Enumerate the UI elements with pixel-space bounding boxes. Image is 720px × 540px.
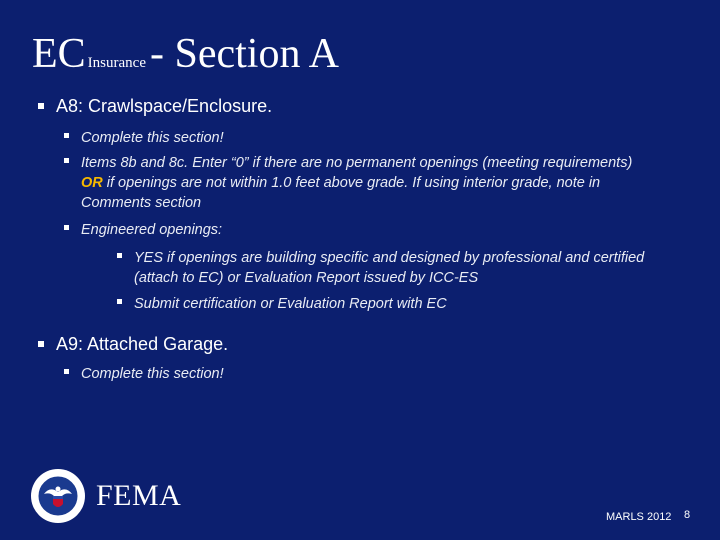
bullet-marker-icon: [64, 133, 69, 138]
a8-heading: A8: Crawlspace/Enclosure.: [56, 96, 273, 116]
bullet-a9: [38, 334, 228, 355]
slide-title: [32, 30, 339, 78]
a8-item-openings: [81, 153, 654, 213]
a8-item-openings-or: OR: [81, 175, 103, 191]
page-number: 8: [684, 509, 691, 521]
a8-item-openings-part1: Items 8b and 8c. Enter “0” if there are no permanent openings (meeting requirements): [81, 155, 633, 171]
a9-item-complete: Complete this section!: [81, 366, 224, 382]
bullet-a8-yes: [117, 248, 687, 288]
bullet-a8-complete: [64, 128, 224, 148]
bullet-marker-icon: [64, 225, 69, 230]
a8-item-complete: Complete this section!: [81, 130, 224, 146]
dhs-seal-icon: [30, 468, 86, 524]
bullet-a8-items: [64, 153, 654, 213]
a8-subitem-submit: Submit certification or Evaluation Report with EC: [134, 296, 447, 312]
fema-wordmark: FEMA: [96, 479, 182, 512]
title-rest: - Section A: [149, 31, 339, 77]
bullet-marker-icon: [64, 369, 69, 374]
fema-logo: [30, 468, 181, 524]
a8-subitem-yes: YES if openings are building specific and designed by professional and certified (attach to EC) or Evaluation Report issued by ICC-ES: [134, 250, 645, 286]
a9-heading: A9: Attached Garage.: [56, 334, 229, 354]
bullet-marker-icon: [38, 341, 44, 347]
bullet-marker-icon: [117, 253, 122, 258]
bullet-a8-submit: [117, 294, 447, 314]
bullet-marker-icon: [117, 299, 122, 304]
bullet-a8: [38, 96, 272, 117]
a8-item-engineered: Engineered openings:: [81, 222, 223, 238]
footer-label: MARLS 2012: [606, 511, 672, 523]
bullet-a9-complete: [64, 364, 224, 384]
bullet-marker-icon: [38, 103, 44, 109]
bullet-a8-engineered: [64, 220, 222, 240]
title-subscript: Insurance: [87, 55, 146, 71]
bullet-marker-icon: [64, 158, 69, 163]
title-main: EC: [32, 31, 86, 77]
a8-item-openings-part2: if openings are not within 1.0 feet above grade. If using interior grade, note in Comments section: [81, 175, 601, 211]
